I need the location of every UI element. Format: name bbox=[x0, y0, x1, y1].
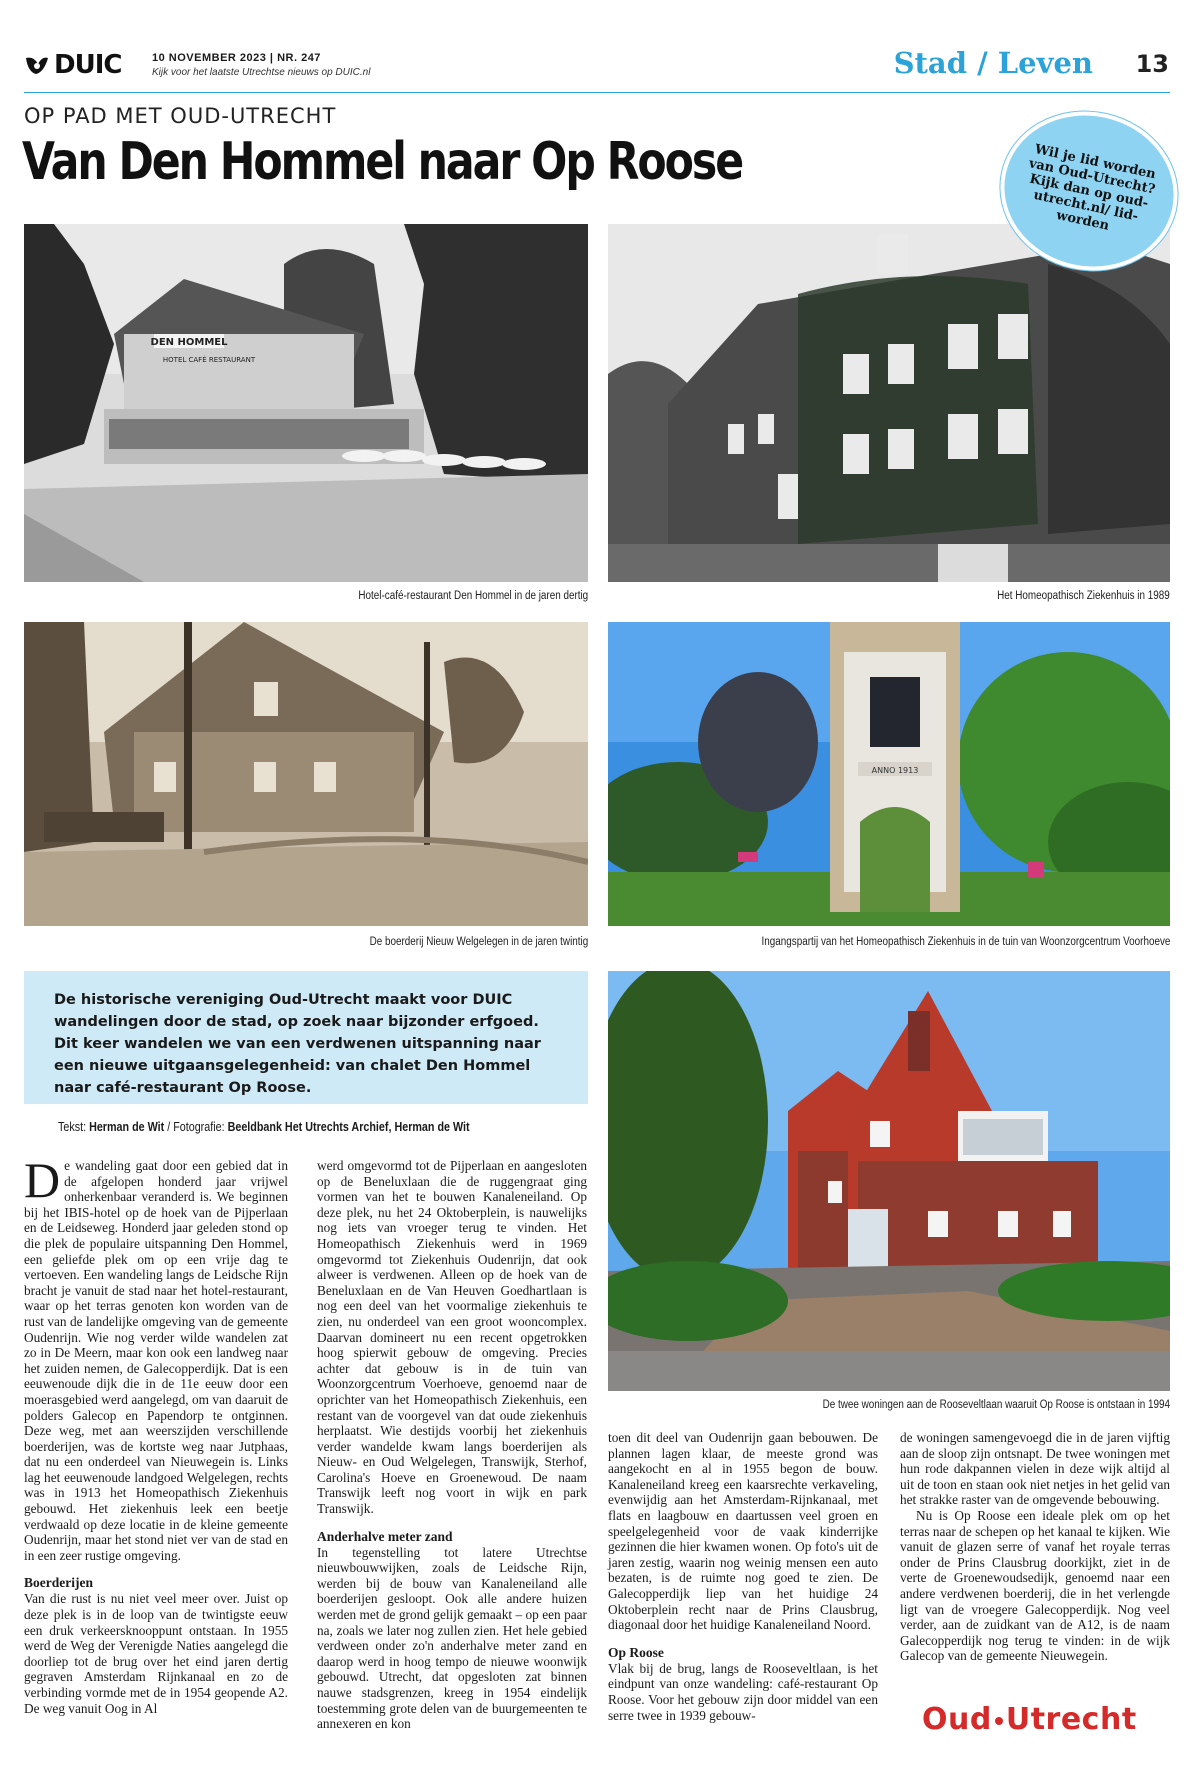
column-4-paragraph-1: de woningen samengevoegd die in de jaren vijftig aan de sloop zijn ontsnapt. De twee woningen met hun rode dakpannen vielen in deze wijk altijd al uit de toon en staan ook niet netjes in het gelid van het strakke raster van de omgevende bebouwing. bbox=[900, 1430, 1170, 1508]
photo-nieuw-welgelegen bbox=[24, 622, 588, 926]
column-3-paragraph-2: Vlak bij de brug, langs de Rooseveltlaan, is het eindpunt van onze wandeling: café-restaurant Op Roose. Voor het gebouw zijn door middel van een serre twee in 1939 gebouw- bbox=[608, 1660, 878, 1723]
photo-ziekenhuis-1989 bbox=[608, 224, 1170, 582]
anno-plaque: ANNO 1913 bbox=[871, 766, 919, 775]
credit-photo-label: / Fotografie: bbox=[164, 1120, 228, 1134]
den-hommel-sign: DEN HOMMEL bbox=[150, 337, 228, 348]
subheading-boerderijen: Boerderijen bbox=[24, 1575, 93, 1591]
header-divider bbox=[24, 92, 1170, 93]
photo-op-roose bbox=[608, 971, 1170, 1391]
article-headline: Van Den Hommel naar Op Roose bbox=[22, 132, 743, 192]
issue-info: 10 NOVEMBER 2023 | NR. 247 bbox=[152, 52, 321, 64]
column-2-paragraph-1: werd omgevormd tot de Pijperlaan en aangesloten op de Beneluxlaan die de ruggengraat ging vormen van het te bouwen Kanaleneiland. Op deze plek, nu het 24 Oktoberplein, is nauwelijks nog iets van vroeger terug te vinden. Het Homeopathisch Ziekenhuis werd in 1969 omgevormd tot Ziekenhuis Oudenrijn, dat ook alweer is verdwenen. Alleen op de hoek van de Beneluxlaan en de Van Heuven Goedhartlaan is nog een deel van het voormalige ziekenhuis te zien, nu onderdeel van een groot wooncomplex. Daarvan domineert nu een recent opgetrokken hoog spierwit gebouw de omgeving. Precies achter dat gebouw is in de tuin van Woonzorgcentrum Voerhoeve, genoemd naar de oprichter van het Homeopathisch Ziekenhuis, een restant van de voorgevel van dat oude ziekenhuis herplaatst. Wie destijds voorbij het ziekenhuis verder wandelde kwam langs boerderijen als Nieuw- en Oud Welgelegen, Transwijk, Sterhof, Carolina's Hoeve en Groenewoud. De naam Transwijk leeft nog voort in wijk en park Transwijk. bbox=[317, 1158, 587, 1517]
duic-logo-text: DUIC bbox=[54, 50, 122, 80]
photo-caption-4: Ingangspartij van het Homeopathisch Ziekenhuis in de tuin van Woonzorgcentrum Voorhoeve bbox=[761, 936, 1170, 948]
photo-ingangspartij bbox=[608, 622, 1170, 926]
photo-caption-5: De twee woningen aan de Rooseveltlaan waaruit Op Roose is ontstaan in 1994 bbox=[822, 1399, 1170, 1411]
membership-badge-text: Wil je lid worden van Oud-Utrecht? Kijk dan op oud-utrecht.nl/ lid-worden bbox=[1027, 141, 1158, 234]
oud-utrecht-logo-right: Utrecht bbox=[1005, 1702, 1137, 1737]
credit-photographer: Beeldbank Het Utrechts Archief, Herman de Wit bbox=[227, 1120, 470, 1134]
section-title: Stad / Leven bbox=[893, 46, 1093, 80]
photo-caption-3: De boerderij Nieuw Welgelegen in de jaren twintig bbox=[369, 936, 588, 948]
column-1-paragraph-2: Van die rust is nu niet veel meer over. Juist op deze plek is in de loop van de twintigste eeuw een druk verkeersknooppunt ontstaan. In 1955 werd de Weg der Verenigde Naties aangelegd die doorliep tot de brug over het eind jaren dertig gegraven Amsterdam Rijnkanaal en zo de verbinding vormde met de in 1954 geopende A2. De weg vanuit Oog in Al bbox=[24, 1591, 288, 1716]
den-hommel-sign-sub: HOTEL CAFÉ RESTAURANT bbox=[162, 356, 256, 364]
oud-utrecht-logo-left: Oud bbox=[922, 1702, 992, 1737]
duic-bird-icon bbox=[24, 54, 50, 76]
page-number: 13 bbox=[1135, 50, 1169, 78]
article-column-3 bbox=[608, 1430, 878, 1723]
article-kicker: OP PAD MET OUD-UTRECHT bbox=[24, 104, 337, 128]
article-column-1 bbox=[24, 1152, 288, 1716]
dropcap: D bbox=[24, 1152, 61, 1208]
article-intro: De historische vereniging Oud-Utrecht maakt voor DUIC wandelingen door de stad, op zoek naar bijzonder erfgoed. Dit keer wandelen we van een verdwenen uitspanning naar een nieuwe uitgaansgelegenheid: van chalet Den Hommel naar café-restaurant Op Roose. bbox=[24, 971, 588, 1104]
article-credit bbox=[58, 1120, 470, 1134]
article-column-2 bbox=[317, 1158, 587, 1732]
column-2-paragraph-2: In tegenstelling tot latere Utrechtse nieuwbouwwijken, zoals de Leidsche Rijn, werden bij de bouw van Kanaleneiland alle boerderijen gesloopt. Ook alle andere huizen werden met de grond gelijk gemaakt – op een paar na, zoals we later nog zullen zien. Het hele gebied verdween onder zo'n anderhalve meter zand en daarop werd in hoog tempo de nieuwe woonwijk gebouwd. Utrecht, dat opgesloten zat binnen nauwe stadsgrenzen, kreeg in 1954 eindelijk toestemming grote delen van de buurgemeenten te annexeren en kon bbox=[317, 1544, 587, 1732]
credit-author: Herman de Wit bbox=[89, 1120, 165, 1134]
subheading-op-roose: Op Roose bbox=[608, 1644, 664, 1660]
subheading-anderhalve-meter-zand: Anderhalve meter zand bbox=[317, 1528, 453, 1544]
column-3-paragraph-1: toen dit deel van Oudenrijn gaan bebouwen. De plannen lagen klaar, de meeste grond was aangekocht en al in 1955 begon de bouw. Kanaleneiland kreeg een kaarsrechte verkaveling, evenwijdig aan het Amsterdam-Rijnkanaal, met flats en laagbouw en daartussen veel groen en speelgelegenheid voor de vaak kinderrijke gezinnen die hier kwamen wonen. Op foto's uit de jaren zestig, waarin nog weinig mensen een auto bezaten, is de ruimte nog goed te zien. De Galecopperdijk liep van het huidige 24 Oktoberplein recht naar de Prins Clausbrug, diagonaal door het huidige Kanaleneiland Noord. bbox=[608, 1430, 878, 1633]
photo-caption-1: Hotel-café-restaurant Den Hommel in de jaren dertig bbox=[358, 590, 588, 602]
duic-logo[interactable] bbox=[24, 50, 124, 80]
column-1-paragraph-1: e wandeling gaat door een gebied dat in de afgelopen honderd jaar vrijwel onherkenbaar veranderd is. We beginnen bij het IBIS-hotel op de hoek van de Pijperlaan en de Leidseweg. Honderd jaar geleden stond op die plek de populaire uitspanning Den Hommel, een geliefde plek om op een vrije dag te vertoeven. Een wandeling langs de Leidsche Rijn bracht je vanuit de stad naar het hotel-restaurant, waar op het terras genoten kon worden van de rust van de landelijke omgeving van de gemeente Oudenrijn. Wie nog verder wilde wandelen zat zo in De Meern, maar kon ook een landweg naar het zuiden nemen, de Galecopperdijk. Dat is een eeuwenoude dijk die in de 11e eeuw door een moerasgebied werd aangelegd, om van daaruit de polders Galecop en Papendorp te ontginnen. Deze weg, met aan weerszijden verschillende boerderijen, was de kortste weg naar Jutphaas, dat nu een onderdeel van Nieuwegein is. Links lag het eeuwenoude landgoed Welgelegen, rechts was in 1913 het Homeopathisch Ziekenhuis gebouwd. Het ziekenhuis leek een beetje verdwaald op deze locatie in de kleine gemeente Oudenrijn, maar het stond niet ver van de stad en in een zeer rustige omgeving. bbox=[24, 1158, 288, 1563]
photo-caption-2: Het Homeopathisch Ziekenhuis in 1989 bbox=[997, 590, 1170, 602]
oud-utrecht-logo[interactable] bbox=[922, 1702, 1137, 1737]
article-column-4 bbox=[900, 1430, 1170, 1664]
logo-dot-icon bbox=[995, 1717, 1003, 1725]
photo-den-hommel bbox=[24, 224, 588, 582]
credit-text-label: Tekst: bbox=[58, 1120, 90, 1134]
tagline: Kijk voor het laatste Utrechtse nieuws op DUIC.nl bbox=[152, 67, 371, 78]
column-4-paragraph-2: Nu is Op Roose een ideale plek om op het terras naar de schepen op het kanaal te kijken. Wie vanuit de glazen serre of vanaf het royale terras onder de Prins Clausbrug doorkijkt, ziet in de verte de Groenewoudsedijk, genoemd naar een andere verdwenen boerderij, die in het verlengde ligt van de vroegere Galecopperdijk. Nog veel verder, aan de zuidkant van de A12, is de naam Galecopperdijk nog terug te vinden: in de wijk Galecop van de gemeente Nieuwegein. bbox=[900, 1507, 1170, 1664]
